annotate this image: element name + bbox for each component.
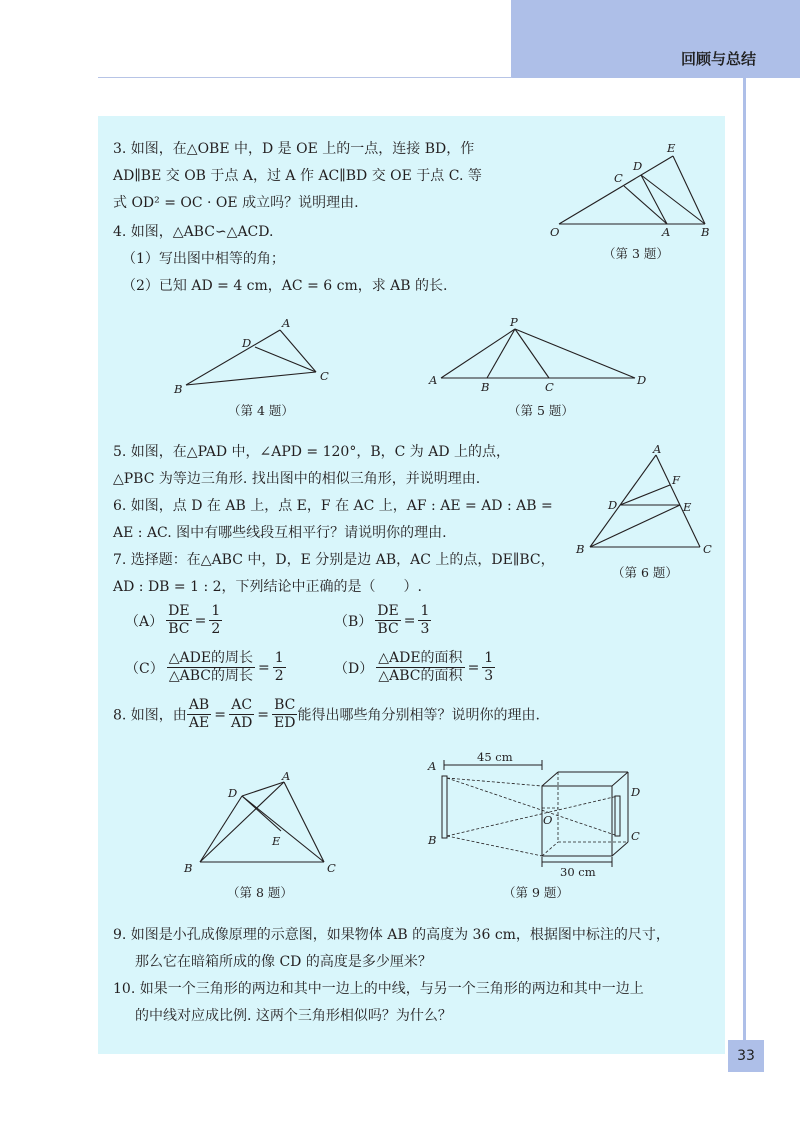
fig4-label-c: C: [320, 369, 329, 383]
problem-3-line-2: AD∥BE 交 OB 于点 A，过 A 作 AC∥BD 交 OE 于点 C. 等: [113, 168, 482, 184]
fig3-label-o: O: [550, 225, 560, 238]
problem-8-prefix: 8. 如图，由: [113, 707, 187, 724]
problem-6-line-2: AE : AC. 图中有哪些线段互相平行？请说明你的理由.: [113, 525, 447, 541]
fig9-label-a: A: [428, 759, 437, 773]
option-d-equals: =: [467, 659, 480, 676]
fig4-label-a: A: [282, 316, 291, 330]
option-c-numerator: △ADE的周长: [168, 650, 254, 666]
option-a-result-denominator: 2: [211, 621, 221, 637]
fig6-label-a: A: [653, 443, 662, 456]
option-a-numerator: DE: [168, 603, 190, 619]
figure-9-diagram: [420, 748, 650, 878]
figure-6-diagram: [572, 443, 722, 561]
problem-8-frac-1-denominator: AE: [188, 715, 210, 731]
problem-8: [113, 697, 540, 732]
fig5-label-a: A: [429, 373, 438, 387]
option-b-result-numerator: 1: [420, 603, 430, 619]
problem-8-frac-2-numerator: AC: [229, 697, 254, 715]
figure-4-caption: （第 4 题）: [228, 403, 294, 418]
option-b-equals: =: [403, 612, 416, 629]
fig6-label-c: C: [703, 542, 712, 556]
problem-7-line-2: AD : DB = 1 : 2，下列结论中正确的是（ ）.: [113, 579, 422, 595]
option-d-label: （D）: [334, 660, 374, 677]
option-b-label: （B）: [334, 613, 373, 630]
header-tab: [511, 0, 800, 78]
fig9-label-d: D: [631, 785, 641, 799]
fig3-label-d: D: [633, 159, 643, 173]
option-c-denominator: △ABC的周长: [168, 668, 253, 684]
option-b-result-denominator: 3: [420, 621, 430, 637]
problem-8-frac-3-denominator: ED: [274, 715, 296, 731]
figure-8-diagram: [178, 770, 343, 880]
problem-6-line-1: 6. 如图，点 D 在 AB 上，点 E，F 在 AC 上，AF : AE = AD : AB =: [113, 498, 553, 514]
problem-5-line-2: △PBC 为等边三角形. 找出图中的相似三角形，并说明理由.: [113, 471, 481, 487]
fig5-label-p: P: [510, 315, 518, 329]
section-title: 回顾与总结: [680, 50, 756, 68]
figure-4-diagram: [170, 312, 340, 398]
option-a-label: （A）: [125, 613, 164, 630]
figure-3-caption: （第 3 题）: [603, 246, 669, 261]
problem-8-equals-2: =: [257, 706, 270, 723]
fig9-top-dimension: 45 cm: [477, 750, 513, 764]
fig8-label-e: E: [272, 834, 281, 848]
fig3-label-a: A: [662, 225, 671, 238]
fig6-label-e: E: [683, 500, 692, 514]
option-a-denominator: BC: [168, 621, 190, 637]
option-a-equals: =: [194, 612, 207, 629]
problem-10-line-1: 10. 如果一个三角形的两边和其中一边上的中线，与另一个三角形的两边和其中一边上: [113, 981, 644, 997]
problem-5-line-1: 5. 如图，在△PAD 中，∠APD = 120°，B，C 为 AD 上的点，: [113, 444, 511, 460]
figure-8-caption: （第 8 题）: [227, 885, 293, 900]
fig6-label-d: D: [608, 498, 618, 512]
problem-8-suffix: 能得出哪些角分别相等？说明你的理由.: [297, 707, 540, 724]
problem-8-frac-1-numerator: AB: [188, 697, 210, 713]
problem-4-part-1: （1）写出图中相等的角；: [122, 251, 285, 267]
fig5-label-c: C: [545, 380, 554, 394]
option-c-result-denominator: 2: [274, 668, 284, 684]
header-rule: [98, 77, 512, 78]
fig3-label-e: E: [667, 141, 676, 155]
figure-5-caption: （第 5 题）: [508, 403, 574, 418]
problem-10-line-2: 的中线对应成比例. 这两个三角形相似吗？为什么？: [135, 1008, 452, 1024]
problem-8-frac-2-denominator: AD: [230, 715, 253, 731]
problem-8-equals-1: =: [214, 706, 226, 723]
fig6-label-f: F: [672, 473, 680, 487]
fig9-label-b: B: [428, 833, 437, 847]
problem-4-line-1: 4. 如图，△ABC∽△ACD.: [113, 224, 274, 240]
problem-7-option-d: [331, 650, 495, 685]
problem-4-part-2: （2）已知 AD = 4 cm，AC = 6 cm，求 AB 的长.: [122, 278, 448, 294]
option-c-label: （C）: [125, 660, 164, 677]
fig8-label-a: A: [282, 770, 291, 783]
option-c-result-numerator: 1: [274, 650, 284, 666]
fig6-label-b: B: [576, 542, 585, 556]
option-d-denominator: △ABC的面积: [378, 668, 463, 684]
option-c-equals: =: [258, 659, 270, 676]
problem-9-line-1: 9. 如图是小孔成像原理的示意图，如果物体 AB 的高度为 36 cm，根据图中标注的尺寸，: [113, 927, 670, 943]
fig8-label-b: B: [184, 861, 193, 875]
option-b-numerator: DE: [377, 603, 399, 619]
fig9-label-c: C: [631, 829, 640, 843]
fig9-bottom-dimension: 30 cm: [560, 865, 596, 878]
figure-3-diagram: [545, 138, 720, 238]
fig9-label-o: O: [543, 813, 553, 827]
option-d-result-numerator: 1: [484, 650, 494, 666]
problem-7-option-c: [122, 650, 286, 685]
figure-9-caption: （第 9 题）: [503, 885, 569, 900]
problem-9-line-2: 那么它在暗箱所成的像 CD 的高度是多少厘米？: [135, 954, 432, 970]
fig3-label-b: B: [701, 225, 710, 238]
option-b-denominator: BC: [377, 621, 399, 637]
problem-7-option-a: [122, 603, 222, 638]
fig3-label-c: C: [614, 171, 623, 185]
option-d-numerator: △ADE的面积: [378, 650, 463, 666]
figure-6-caption: （第 6 题）: [612, 565, 678, 580]
fig8-label-d: D: [228, 786, 238, 800]
problem-7-line-1: 7. 选择题：在△ABC 中，D，E 分别是边 AB，AC 上的点，DE∥BC，: [113, 552, 555, 568]
problem-3-line-1: 3. 如图，在△OBE 中，D 是 OE 上的一点，连接 BD，作: [113, 141, 475, 157]
problem-3-line-3: 式 OD² = OC · OE 成立吗？说明理由.: [113, 195, 359, 211]
fig4-label-b: B: [174, 382, 183, 396]
option-d-result-denominator: 3: [484, 668, 494, 684]
fig5-label-d: D: [637, 373, 647, 387]
fig4-label-d: D: [242, 336, 252, 350]
problem-7-option-b: [331, 603, 431, 638]
margin-rule: [743, 78, 746, 1040]
option-a-result-numerator: 1: [211, 603, 221, 619]
figure-5-diagram: [425, 314, 655, 394]
fig5-label-b: B: [481, 380, 490, 394]
problem-8-frac-3-numerator: BC: [272, 697, 297, 715]
page-number: 33: [728, 1040, 764, 1072]
fig8-label-c: C: [327, 861, 336, 875]
